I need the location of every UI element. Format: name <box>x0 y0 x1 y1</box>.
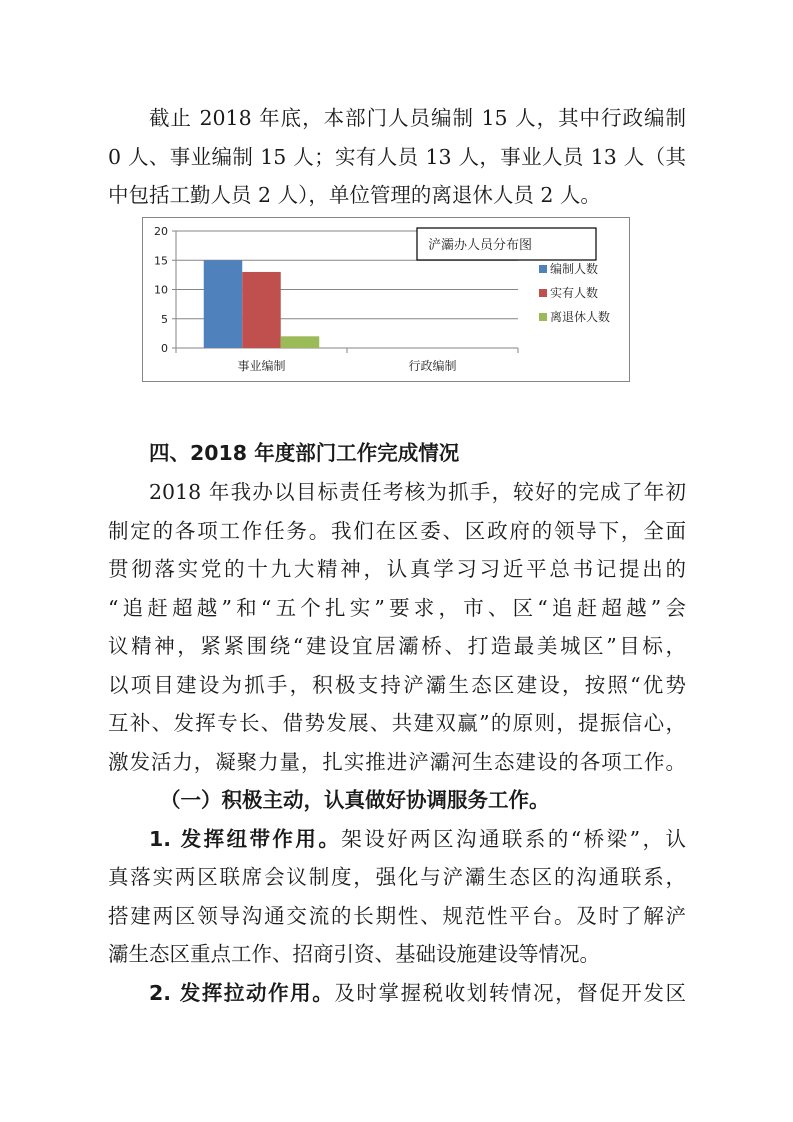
paragraph-line: 贯彻落实党的十九大精神，认真学习习近平总书记提出的 <box>108 557 686 581</box>
paragraph-line: 议精神，紧紧围绕“建设宜居灞桥、打造最美城区”目标， <box>108 634 686 658</box>
item1-line: 灞生态区重点工作、招商引资、基础设施建设等情况。 <box>108 942 600 966</box>
item1-first-line <box>149 827 686 851</box>
legend-swatch <box>539 265 547 273</box>
item1-title: 1. 发挥纽带作用。 <box>149 827 342 851</box>
intro-line: 截止 2018 年底，本部门人员编制 15 人，其中行政编制 <box>149 106 686 130</box>
legend-swatch <box>539 289 547 297</box>
bar-2-1 <box>242 272 281 348</box>
paragraph-line: “追赶超越”和“五个扎实”要求，市、区“追赶超越”会 <box>108 596 686 620</box>
item2-title: 2. 发挥拉动作用。 <box>149 981 335 1005</box>
item2-first-line <box>149 981 686 1005</box>
legend-swatch <box>539 313 547 321</box>
legend-label: 实有人数 <box>550 286 599 300</box>
bar-3-1 <box>281 336 320 348</box>
chart-title: 浐灞办人员分布图 <box>428 238 533 253</box>
section-heading: 四、2018 年度部门工作完成情况 <box>149 441 460 465</box>
paragraph-line: 激发活力，凝聚力量，扎实推进浐灞河生态建设的各项工作。 <box>108 750 686 774</box>
paragraph-line: 制定的各项工作任务。我们在区委、区政府的领导下，全面 <box>108 519 686 543</box>
y-tick-label: 5 <box>161 312 168 326</box>
item1-line: 搭建两区领导沟通交流的长期性、规范性平台。及时了解浐 <box>108 904 686 928</box>
bar-1-1 <box>204 260 243 348</box>
item1-text: 架设好两区沟通联系的“桥梁”，认 <box>341 827 686 851</box>
staff-distribution-chart <box>142 217 630 382</box>
paragraph-line: 互补、发挥专长、借势发展、共建双赢”的原则，提振信心， <box>108 711 686 735</box>
paragraph-line: 以项目建设为抓手，积极支持浐灞生态区建设，按照“优势 <box>108 673 686 697</box>
y-tick-label: 15 <box>154 254 168 268</box>
y-tick-label: 20 <box>154 225 168 238</box>
y-tick-label: 10 <box>154 283 168 297</box>
item2-text: 及时掌握税收划转情况，督促开发区 <box>334 981 686 1005</box>
paragraph-line: 2018 年我办以目标责任考核为抓手，较好的完成了年初 <box>149 480 686 504</box>
x-category-label: 事业编制 <box>237 359 286 373</box>
x-category-label: 行政编制 <box>408 359 457 373</box>
intro-line: 中包括工勤人员 2 人），单位管理的离退休人员 2 人。 <box>108 183 601 207</box>
intro-line: 0 人、事业编制 15 人；实有人员 13 人，事业人员 13 人（其 <box>108 145 686 169</box>
legend-label: 离退休人数 <box>550 310 611 324</box>
subsection-heading: （一）积极主动，认真做好协调服务工作。 <box>160 788 550 812</box>
y-tick-label: 0 <box>161 342 168 355</box>
item1-line: 真落实两区联席会议制度，强化与浐灞生态区的沟通联系， <box>108 865 686 889</box>
legend-label: 编制人数 <box>550 262 599 276</box>
